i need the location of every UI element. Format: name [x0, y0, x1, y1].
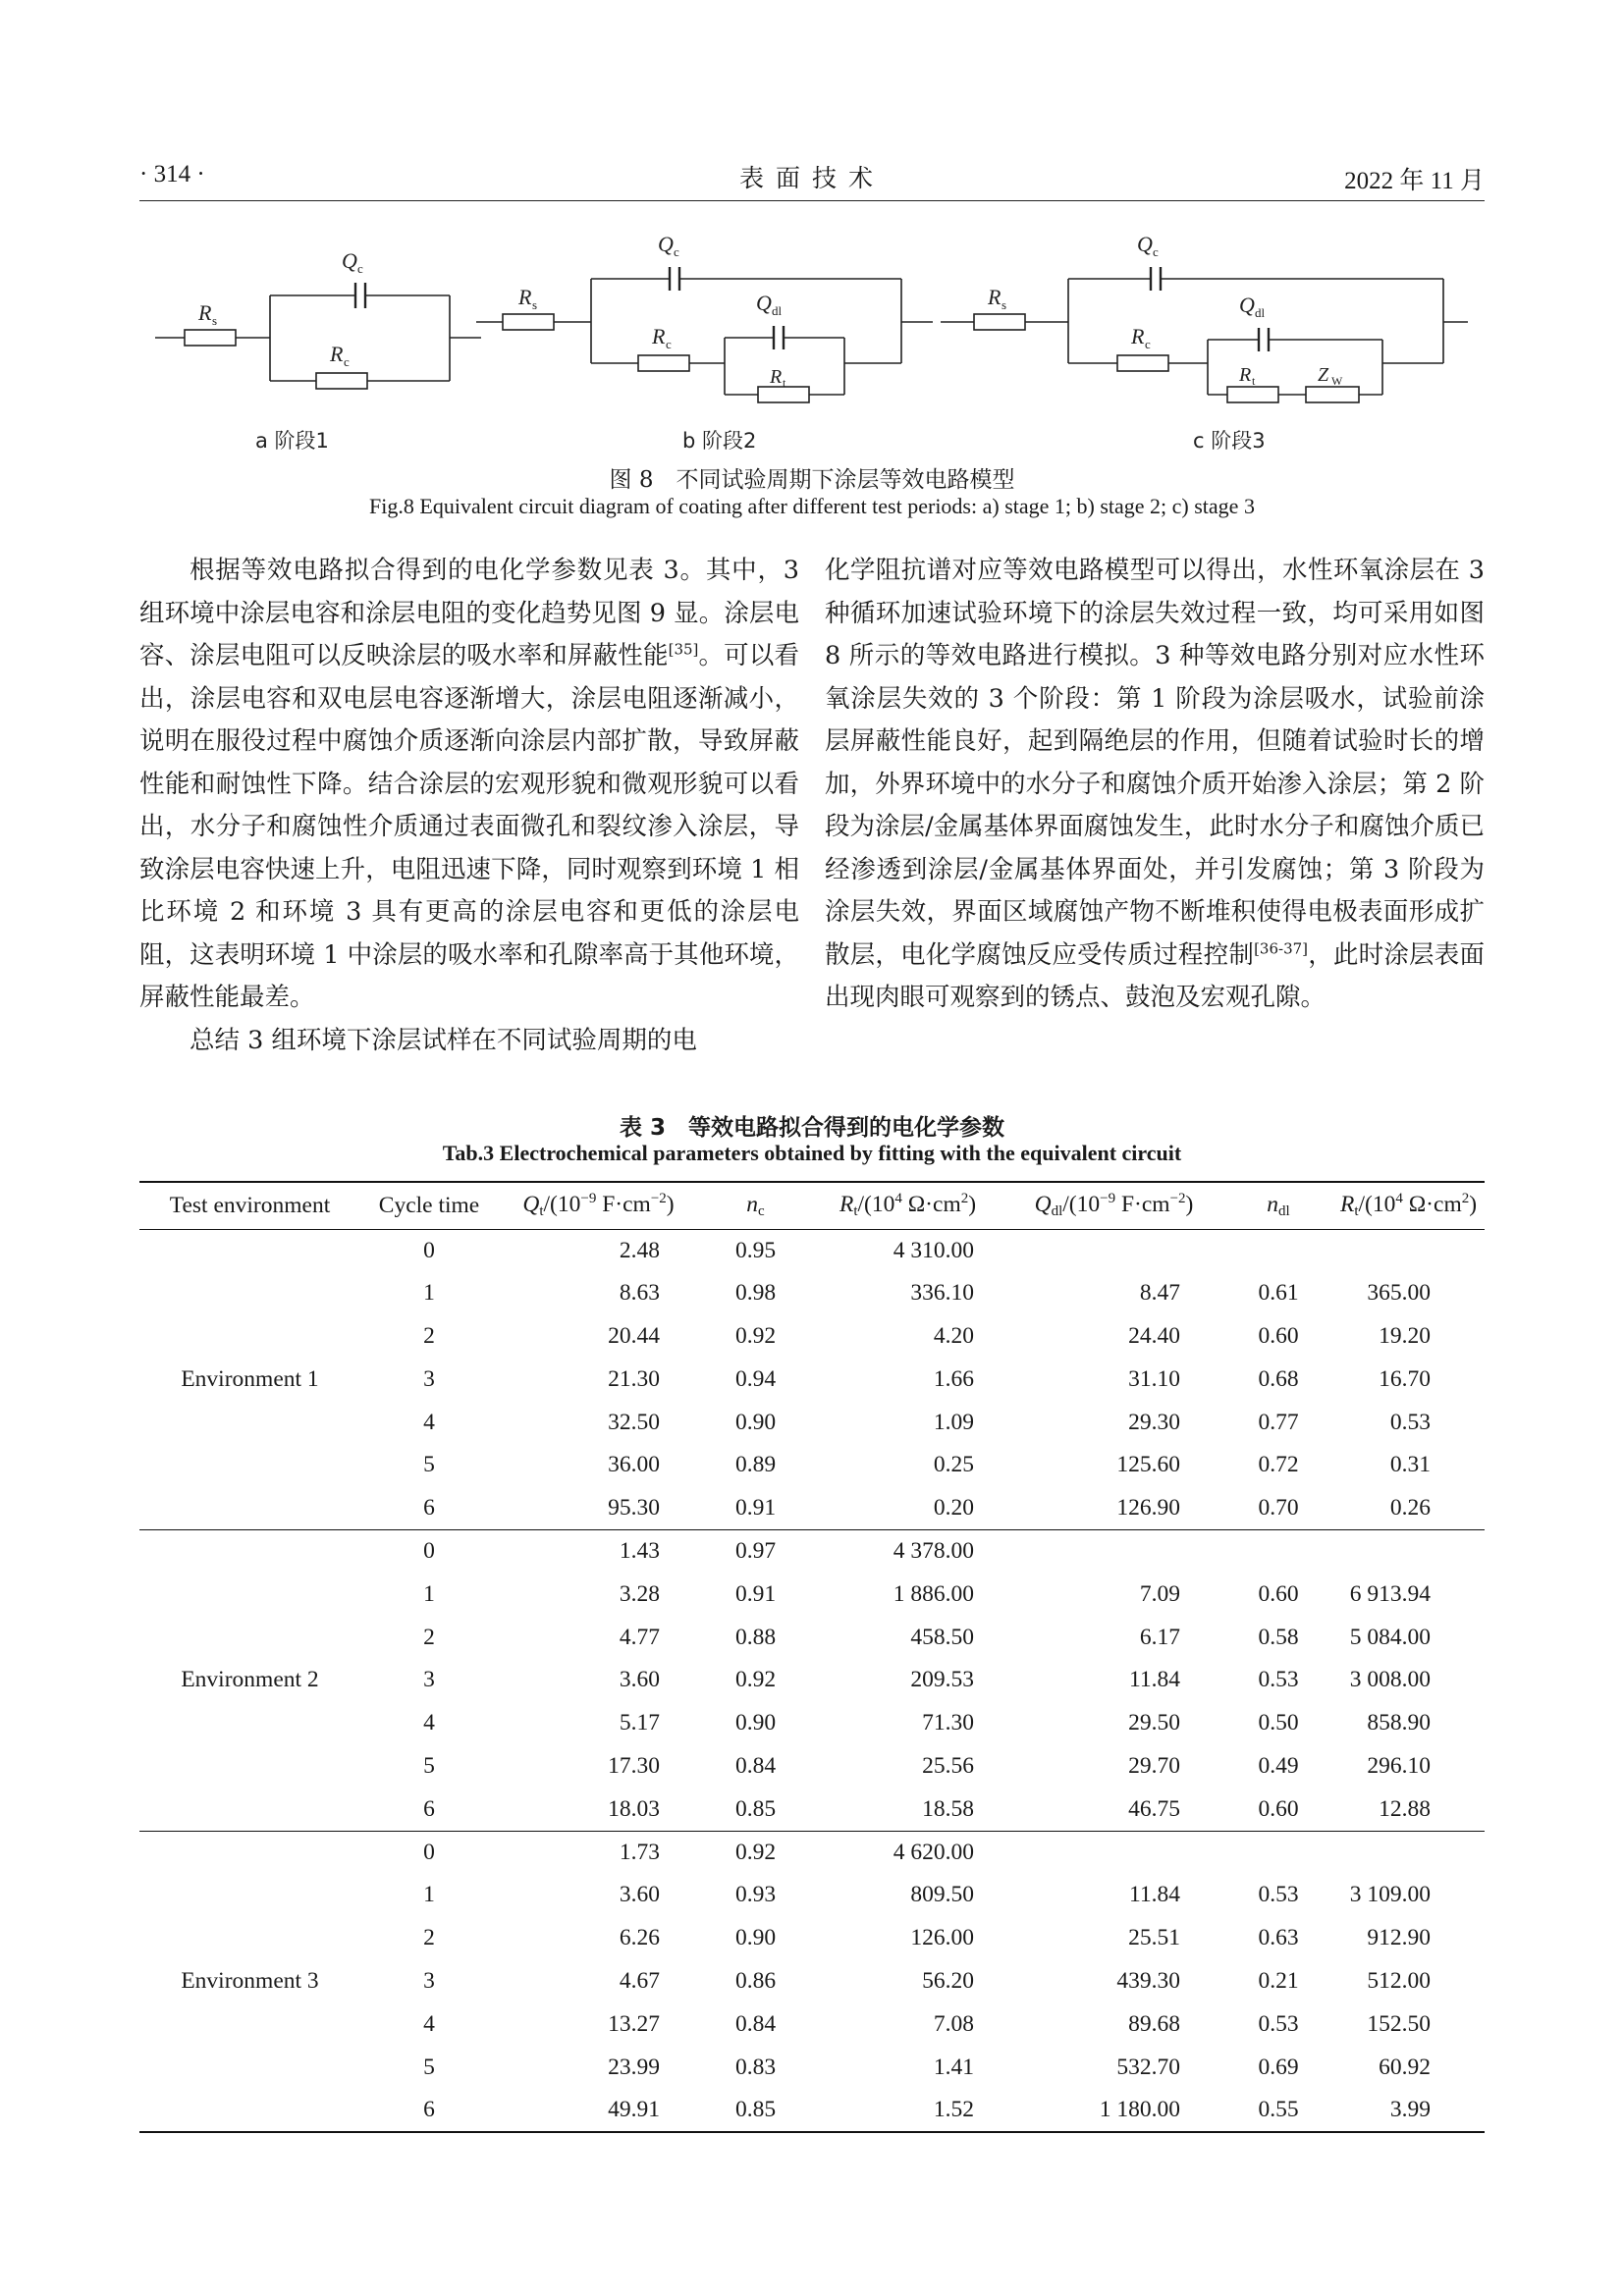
cell-ndl: 0.53: [1258, 2010, 1299, 2037]
cell-nc: 0.91: [734, 1580, 777, 1607]
header-qt: $Q_t/(10^{-9}$ $F\cdot cm^{-2}$): [498, 1182, 699, 1229]
sub-caption-c: c 阶段3: [1193, 429, 1266, 453]
cell-rt: 458.50: [910, 1624, 974, 1650]
cell-rt: 4 310.00: [893, 1237, 974, 1263]
page-number: · 314 ·: [139, 161, 205, 187]
cell-cycle-time: 0: [423, 1237, 435, 1263]
cell-rt: 7.08: [933, 2010, 974, 2037]
cell-qt: 2.48: [619, 1237, 660, 1263]
cell-cycle-time: 2: [423, 1624, 435, 1650]
cell-nc: 0.85: [699, 2089, 812, 2132]
text-left-1a: 根据等效电路拟合得到的电化学参数见表 3。其中，3 组环境中涂层电容和涂层电阻的变化趋势见图 9 显。涂层电容、涂层电阻可以反映涂层的吸水率和屏蔽性能: [139, 556, 799, 670]
cell-environment: Environment 1: [139, 1229, 360, 1530]
resistor-rc-c: [1117, 355, 1168, 371]
cell-ndl: 0.68: [1258, 1365, 1299, 1392]
label-qdl-b: Q: [756, 291, 772, 315]
cell-ndl: 0.55: [1224, 2089, 1332, 2132]
cell-rt: 209.53: [910, 1667, 974, 1693]
cell-nc: 0.89: [734, 1452, 777, 1478]
label-qdl-sub-b: dl: [772, 303, 783, 318]
cell-rt: 1.41: [933, 2054, 974, 2080]
cell-qt: 1.73: [619, 1839, 660, 1865]
cell-qdl: 11.84: [1128, 1667, 1180, 1693]
table-body: [139, 1229, 1485, 2132]
text-right-1b: ，此时涂层表面出现肉眼可观察到的锈点、鼓泡及宏观孔隙。: [825, 939, 1485, 1012]
cell-qt: 23.99: [608, 2054, 660, 2080]
citation-35: [35]: [668, 640, 699, 659]
label-qdl-sub-c: dl: [1255, 305, 1266, 320]
cell-cycle-time: 2: [423, 1322, 435, 1349]
cell-cycle-time: 4: [423, 1710, 435, 1736]
cell-nc: 0.94: [734, 1365, 777, 1392]
cell-nc: 0.95: [734, 1237, 777, 1263]
cell-cycle-time: 1: [423, 1280, 435, 1307]
cell-cycle-time: 2: [423, 1925, 435, 1951]
cell-nc: 0.84: [734, 2010, 777, 2037]
label-qc-sub-a: c: [357, 261, 363, 276]
cell-qt: 3.60: [619, 1882, 660, 1908]
cell-qdl: 24.40: [1128, 1322, 1180, 1349]
cell-qt: 21.30: [608, 1365, 660, 1392]
cell-rt-2: 365.00: [1367, 1280, 1431, 1307]
cell-qdl: 29.70: [1128, 1752, 1180, 1779]
cell-qdl: 29.50: [1128, 1710, 1180, 1736]
cell-rt-2: [1332, 1530, 1485, 1574]
cell-qt: 36.00: [608, 1452, 660, 1478]
cell-qt: 3.60: [619, 1667, 660, 1693]
cell-rt-2: 12.88: [1332, 1788, 1485, 1831]
cell-nc: 0.86: [734, 1967, 777, 1994]
cell-qdl: 6.17: [1139, 1624, 1180, 1650]
cell-nc: 0.91: [699, 1487, 812, 1530]
label-qc-b: Q: [658, 232, 674, 256]
cell-rt: 126.00: [910, 1925, 974, 1951]
paragraph-left-1: [139, 550, 799, 1020]
cell-rt-2: 3.99: [1332, 2089, 1485, 2132]
resistor-rs-c: [974, 314, 1025, 330]
cell-cycle-time: 6: [360, 1788, 498, 1831]
cell-cycle-time: 4: [423, 1409, 435, 1435]
cell-qt: 32.50: [608, 1409, 660, 1435]
cell-qdl: [1003, 1229, 1224, 1272]
label-rc-sub-b: c: [666, 337, 672, 351]
label-rs-sub-a: s: [212, 313, 218, 328]
cell-cycle-time: 1: [423, 1882, 435, 1908]
cell-rt: 1.09: [933, 1409, 974, 1435]
text-left-1b: 。可以看出，涂层电容和双电层电容逐渐增大，涂层电阻逐渐减小，说明在服役过程中腐蚀介质逐渐向涂层内部扩散，导致屏蔽性能和耐蚀性下降。结合涂层的宏观形貌和微观形貌可以看出，水分子和腐蚀性介质通过表面微孔和裂纹渗入涂层，导致涂层电容快速上升，电阻迅速下降，同时观察到环境 1 相比环境 2 和环境 3 具有更高的涂层电容和更低的涂层电阻，这表明环境 1 中涂层的吸水率和孔隙率高于其他环境，屏蔽性能最差。: [139, 641, 799, 1012]
circuit-b: [476, 232, 933, 453]
table-row: [139, 1229, 1485, 1272]
cell-nc: 0.83: [734, 2054, 777, 2080]
label-qc-a: Q: [342, 248, 357, 273]
cell-rt: 25.56: [922, 1752, 974, 1779]
cell-qt: 8.63: [619, 1280, 660, 1307]
cell-cycle-time: 5: [423, 1452, 435, 1478]
paragraph-right-1: [825, 550, 1485, 1020]
label-rs-a: R: [198, 300, 212, 325]
cell-rt-2: 5 084.00: [1349, 1624, 1431, 1650]
cell-rt: 1.52: [812, 2089, 1003, 2132]
cell-rt-2: 6 913.94: [1349, 1580, 1431, 1607]
cell-qt: 6.26: [619, 1925, 660, 1951]
label-rc-a: R: [330, 342, 344, 366]
cell-nc: 0.93: [734, 1882, 777, 1908]
citation-36-37: [36-37]: [1254, 939, 1309, 957]
cell-rt-2: 152.50: [1367, 2010, 1431, 2037]
cell-ndl: 0.53: [1258, 1882, 1299, 1908]
circuit-c: [941, 232, 1468, 453]
text-right-1a: 化学阻抗谱对应等效电路模型可以得出，水性环氧涂层在 3 种循环加速试验环境下的涂层失效过程一致，均可采用如图 8 所示的等效电路进行模拟。3 种等效电路分别对应水性环氧涂层失效的 3 个阶段：第 1 阶段为涂层吸水，试验前涂层屏蔽性能良好，起到隔绝层的作用，但随着试验时长的增加，外界环境中的水分子和腐蚀介质开始渗入涂层；第 2 阶段为涂层/金属基体界面腐蚀发生，此时水分子和腐蚀介质已经渗透到涂层/金属基体界面处，并引发腐蚀；第 3 阶段为涂层失效，界面区域腐蚀产物不断堆积使得电极表面形成扩散层，电化学腐蚀反应受传质过程控制: [825, 556, 1485, 970]
cell-qdl: 29.30: [1128, 1409, 1180, 1435]
cell-nc: 0.88: [734, 1624, 777, 1650]
label-rt-sub-b: t: [783, 376, 786, 390]
cell-rt: 0.25: [933, 1452, 974, 1478]
cell-cycle-time: 3: [423, 1667, 435, 1693]
header-rule: [139, 200, 1485, 201]
label-rc-sub-c: c: [1145, 337, 1151, 351]
cell-cycle-time: 3: [423, 1365, 435, 1392]
sub-caption-a: a 阶段1: [255, 429, 329, 453]
cell-ndl: 0.49: [1258, 1752, 1299, 1779]
running-header: [139, 155, 1485, 194]
cell-qdl: 532.70: [1116, 2054, 1180, 2080]
cell-nc: 0.92: [734, 1667, 777, 1693]
table-3: [139, 1181, 1485, 2133]
cell-nc: 0.92: [734, 1839, 777, 1865]
figure-caption-en: Fig.8 Equivalent circuit diagram of coating after different test periods: a) stage 1; b) stage 2; c) stage 3: [369, 494, 1255, 518]
cell-qdl: 11.84: [1128, 1882, 1180, 1908]
cell-rt: 336.10: [910, 1280, 974, 1307]
cell-cycle-time: 4: [423, 2010, 435, 2037]
journal-title: 表面技术: [738, 166, 885, 192]
cell-cycle-time: 6: [360, 1487, 498, 1530]
label-zw-c: Z: [1318, 364, 1329, 386]
cell-qt: 5.17: [619, 1710, 660, 1736]
header-test-environment: Test environment: [139, 1182, 360, 1229]
sub-caption-b: b 阶段2: [682, 429, 757, 453]
table-caption-en: Tab.3 Electrochemical parameters obtained by fitting with the equivalent circuit: [442, 1141, 1182, 1165]
label-rt-sub-c: t: [1252, 374, 1256, 388]
cell-qdl: 7.09: [1139, 1580, 1180, 1607]
table-row: [139, 1831, 1485, 1874]
header-qdl: $Q_{dl}/(10^{-9}$ $F\cdot cm^{-2}$): [1003, 1182, 1224, 1229]
cell-nc: 0.90: [734, 1409, 777, 1435]
cell-rt-2: 0.26: [1332, 1487, 1485, 1530]
cell-ndl: 0.60: [1224, 1788, 1332, 1831]
figure-caption-cn: 图 8 不同试验周期下涂层等效电路模型: [609, 467, 1015, 493]
cell-qdl: [1003, 1530, 1224, 1574]
cell-ndl: 0.50: [1258, 1710, 1299, 1736]
cell-rt: 71.30: [922, 1710, 974, 1736]
cell-rt: 4 378.00: [893, 1538, 974, 1565]
header-nc: $n_c$: [699, 1182, 812, 1229]
cell-rt: 809.50: [910, 1882, 974, 1908]
cell-rt-2: [1332, 1229, 1485, 1272]
cell-ndl: 0.53: [1258, 1667, 1299, 1693]
figure-8: [147, 224, 1483, 459]
cell-cycle-time: 5: [423, 1752, 435, 1779]
circuit-diagrams: [147, 224, 1483, 459]
cell-ndl: 0.72: [1258, 1452, 1299, 1478]
table-caption-cn: 表 3 等效电路拟合得到的电化学参数: [619, 1115, 1004, 1141]
body-column-right: [825, 550, 1485, 1020]
paragraph-left-2: 总结 3 组环境下涂层试样在不同试验周期的电: [189, 1025, 697, 1055]
cell-cycle-time: 0: [423, 1538, 435, 1565]
header-rt: $R_t/(10^4$ $\Omega\cdot cm^2$): [812, 1182, 1003, 1229]
cell-qt: 4.77: [619, 1624, 660, 1650]
cell-qdl: 126.90: [1003, 1487, 1224, 1530]
cell-rt-2: 16.70: [1379, 1365, 1431, 1392]
circuit-a: [155, 248, 481, 453]
issue-date: 2022 年 11 月: [1344, 168, 1485, 194]
cell-ndl: [1224, 1530, 1332, 1574]
cell-rt-2: 19.20: [1379, 1322, 1431, 1349]
label-rc-b: R: [652, 324, 666, 348]
cell-environment: Environment 2: [139, 1530, 360, 1832]
cell-qdl: 1 180.00: [1003, 2089, 1224, 2132]
table-header-row: [139, 1182, 1485, 1229]
cell-qt: 4.67: [619, 1967, 660, 1994]
cell-qdl: 31.10: [1128, 1365, 1180, 1392]
cell-nc: 0.97: [734, 1538, 777, 1565]
label-rt-c: R: [1239, 364, 1252, 386]
label-rs-sub-b: s: [532, 297, 538, 312]
cell-qdl: [1003, 1831, 1224, 1874]
label-rs-c: R: [988, 285, 1001, 309]
label-rc-c: R: [1131, 324, 1145, 348]
cell-ndl: 0.61: [1258, 1280, 1299, 1307]
resistor-rs-a: [185, 330, 236, 346]
cell-ndl: [1224, 1229, 1332, 1272]
cell-cycle-time: 6: [360, 2089, 498, 2132]
cell-rt-2: 296.10: [1367, 1752, 1431, 1779]
label-qc-c: Q: [1137, 232, 1153, 256]
label-rs-b: R: [518, 285, 532, 309]
resistor-rc-b: [638, 355, 689, 371]
cell-rt-2: 60.92: [1379, 2054, 1431, 2080]
cell-ndl: 0.60: [1258, 1322, 1299, 1349]
cell-qdl: 8.47: [1139, 1280, 1180, 1307]
cell-nc: 0.84: [734, 1752, 777, 1779]
cell-qt: 20.44: [608, 1322, 660, 1349]
cell-rt: 56.20: [922, 1967, 974, 1994]
cell-ndl: [1224, 1831, 1332, 1874]
cell-rt: 4 620.00: [893, 1839, 974, 1865]
cell-rt-2: 512.00: [1367, 1967, 1431, 1994]
cell-cycle-time: 0: [423, 1839, 435, 1865]
body-column-left: [139, 550, 799, 1062]
cell-qt: 18.03: [498, 1788, 699, 1831]
resistor-rc-a: [316, 373, 367, 389]
cell-ndl: 0.60: [1258, 1580, 1299, 1607]
cell-qt: 17.30: [608, 1752, 660, 1779]
cell-rt-2: [1332, 1831, 1485, 1874]
cell-qt: 1.43: [619, 1538, 660, 1565]
cell-rt: 0.20: [812, 1487, 1003, 1530]
label-qc-sub-b: c: [674, 244, 679, 259]
cell-ndl: 0.21: [1258, 1967, 1299, 1994]
cell-ndl: 0.77: [1258, 1409, 1299, 1435]
cell-qdl: 89.68: [1128, 2010, 1180, 2037]
cell-nc: 0.90: [734, 1925, 777, 1951]
cell-qt: 3.28: [619, 1580, 660, 1607]
warburg-element-c: [1306, 387, 1359, 402]
cell-environment: Environment 3: [139, 1831, 360, 2132]
cell-ndl: 0.58: [1258, 1624, 1299, 1650]
cell-ndl: 0.70: [1224, 1487, 1332, 1530]
cell-qdl: 46.75: [1003, 1788, 1224, 1831]
cell-rt: 1.66: [933, 1365, 974, 1392]
cell-qdl: 25.51: [1128, 1925, 1180, 1951]
resistor-rs-b: [503, 314, 554, 330]
label-qc-sub-c: c: [1153, 244, 1159, 259]
cell-rt-2: 0.31: [1389, 1452, 1431, 1478]
cell-nc: 0.90: [734, 1710, 777, 1736]
header-cycle-time: Cycle time: [360, 1182, 498, 1229]
label-zw-sub-c: W: [1331, 374, 1343, 388]
cell-qdl: 439.30: [1116, 1967, 1180, 1994]
table-row: [139, 1530, 1485, 1574]
cell-nc: 0.85: [699, 1788, 812, 1831]
cell-rt: 18.58: [812, 1788, 1003, 1831]
cell-ndl: 0.63: [1258, 1925, 1299, 1951]
cell-nc: 0.92: [734, 1322, 777, 1349]
cell-cycle-time: 1: [423, 1580, 435, 1607]
cell-rt-2: 3 008.00: [1349, 1667, 1431, 1693]
cell-ndl: 0.69: [1258, 2054, 1299, 2080]
cell-qt: 13.27: [608, 2010, 660, 2037]
cell-qt: 95.30: [498, 1487, 699, 1530]
label-qdl-c: Q: [1239, 293, 1255, 317]
cell-rt: 4.20: [933, 1322, 974, 1349]
resistor-rt-c: [1227, 387, 1278, 402]
header-rt-2: $R_t/(10^4$ $\Omega\cdot cm^2$): [1332, 1182, 1485, 1229]
cell-rt-2: 858.90: [1367, 1710, 1431, 1736]
cell-rt-2: 3 109.00: [1349, 1882, 1431, 1908]
cell-cycle-time: 3: [423, 1967, 435, 1994]
cell-qdl: 125.60: [1116, 1452, 1180, 1478]
label-rt-b: R: [770, 366, 783, 388]
cell-nc: 0.98: [734, 1280, 777, 1307]
label-rs-sub-c: s: [1001, 297, 1007, 312]
cell-rt-2: 912.90: [1367, 1925, 1431, 1951]
cell-rt-2: 0.53: [1389, 1409, 1431, 1435]
cell-rt: 1 886.00: [893, 1580, 974, 1607]
header-ndl: $n_{dl}$: [1224, 1182, 1332, 1229]
label-rc-sub-a: c: [344, 354, 350, 369]
cell-qt: 49.91: [498, 2089, 699, 2132]
cell-cycle-time: 5: [423, 2054, 435, 2080]
